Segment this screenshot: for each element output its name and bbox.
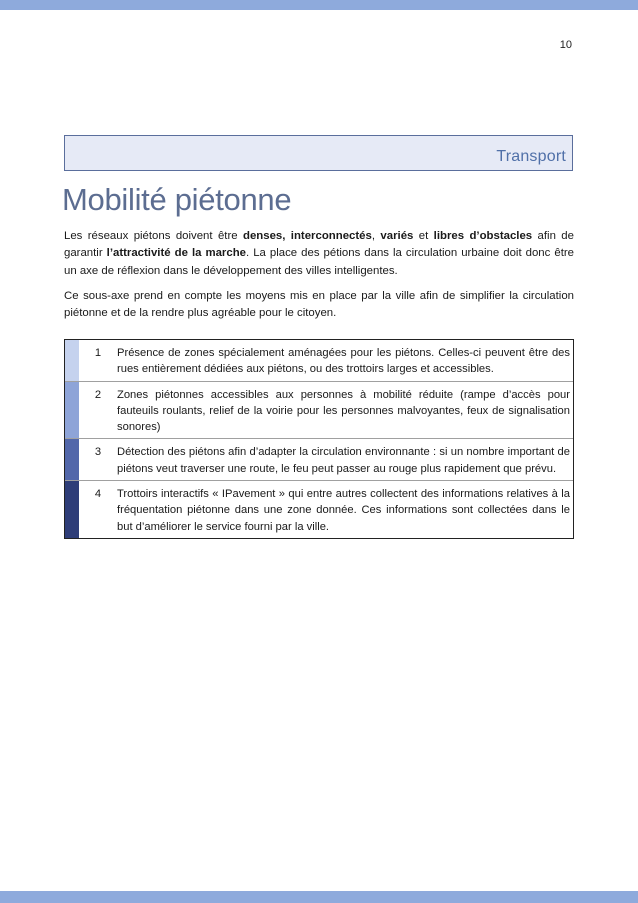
- bold-run: libres d’obstacles: [433, 230, 533, 242]
- table-row: [65, 340, 573, 382]
- text-run: afin de garantir: [64, 230, 574, 260]
- sub-axis-paragraph: Ce sous-axe prend en compte les moyens mis en place par la ville afin de simplifier la circulation piétonne et de la rendre plus agréable pour le citoyen.: [64, 290, 574, 320]
- row-number: 2: [94, 388, 102, 401]
- text-run: ,: [371, 230, 381, 242]
- row-accent-bar: [65, 439, 79, 480]
- text-run: Les réseaux piétons doivent être: [64, 230, 243, 242]
- table-row: [65, 382, 573, 440]
- row-number: 3: [94, 446, 102, 459]
- page-number: 10: [559, 39, 572, 51]
- bold-run: variés: [380, 230, 414, 242]
- row-text: Zones piétonnes accessibles aux personnes à mobilité réduite (rampe d’accès pour fauteuils roulants, relief de la voirie pour les personnes malvoyantes, feux de signalisation sonores): [117, 388, 570, 434]
- row-text: Trottoirs interactifs « IPavement » qui entre autres collectent des informations relatives à la fréquentation piétonne dans une zone donnée. Ces informations sont collectées dans le but d’améliorer le service fourni par la ville.: [117, 488, 570, 533]
- row-text: Présence de zones spécialement aménagées pour les piétons. Celles-ci peuvent être des rues entièrement dédiées aux piétons, ou des trottoirs larges et accessibles.: [117, 347, 570, 376]
- bold-run: denses, interconnectés: [242, 230, 372, 242]
- table-row: [65, 481, 573, 538]
- row-text: Détection des piétons afin d’adapter la circulation environnante : si un nombre important de piétons veut traverser une route, le feu peut passer au rouge plus rapidement que prévu.: [117, 446, 570, 475]
- bold-run: l’attractivité de la marche: [106, 247, 246, 260]
- intro-paragraph: [64, 228, 574, 280]
- table-row: [65, 439, 573, 481]
- row-accent-bar: [65, 481, 79, 538]
- bottom-color-bar: [0, 891, 638, 903]
- row-number: 1: [94, 347, 102, 359]
- section-header-band: [64, 135, 573, 171]
- text-run: et: [413, 230, 434, 242]
- row-accent-bar: [65, 340, 79, 381]
- top-color-bar: [0, 0, 638, 10]
- row-number: 4: [94, 488, 102, 501]
- row-accent-bar: [65, 382, 79, 439]
- measures-table: [64, 339, 574, 539]
- section-label: Transport: [496, 148, 566, 165]
- page-title: Mobilité piétonne: [62, 182, 292, 217]
- text-run: . La place des pétions dans la circulation urbaine doit donc être un axe de réflexion dans le développement des villes intelligentes.: [64, 247, 574, 277]
